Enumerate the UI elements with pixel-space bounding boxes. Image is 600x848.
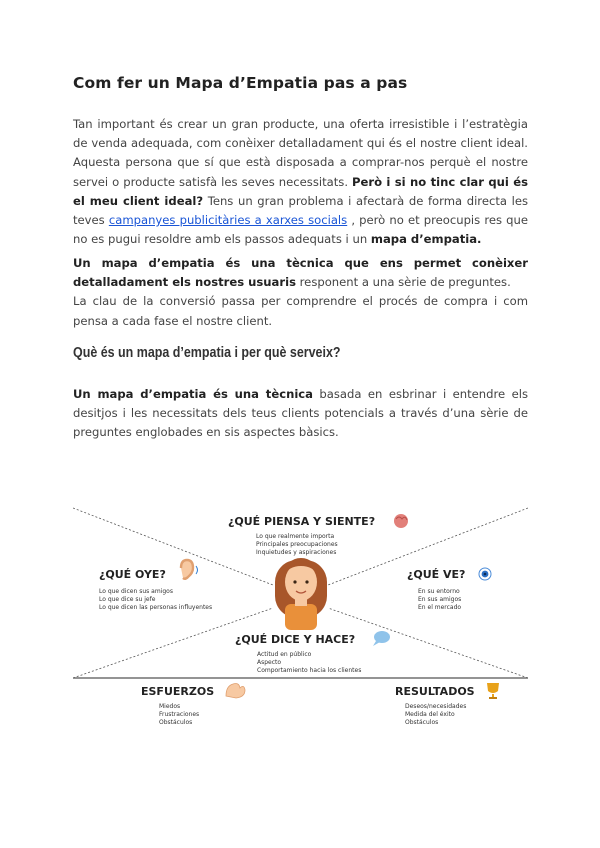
piensa-item-3: Inquietudes y aspiraciones	[256, 549, 337, 556]
intro-text-1: Tan important és crear un gran producte, una oferta irresistible i l’estratègia de venda adequada, com conèixer detalladament qui és el nostre client ideal. Aquesta persona que sí que està disposada a comprar-nos perquè el nostre servei o producte satisfà les seves necessitats.	[73, 117, 528, 189]
brain-icon	[394, 514, 408, 528]
empathy-map-diagram	[73, 500, 528, 730]
dice-item-3: Comportamiento hacia los clientes	[257, 667, 362, 674]
section-heading: Què és un mapa d’empatia i per què serveix?	[73, 345, 341, 361]
eye-icon	[479, 568, 491, 580]
dice-item-2: Aspecto	[257, 659, 282, 666]
ear-icon	[181, 560, 198, 579]
oye-title: ¿QUÉ OYE?	[99, 568, 166, 581]
intro-text-3: , però no et preocupis res que no es pugui resoldre amb els passos adequats i un	[73, 213, 528, 247]
esfuerzos-item-2: Frustraciones	[159, 711, 200, 718]
definition-paragraph	[73, 254, 528, 331]
oye-item-1: Lo que dicen sus amigos	[99, 588, 173, 595]
ve-item-1: En su entorno	[418, 588, 460, 595]
trophy-icon	[487, 683, 499, 699]
piensa-item-2: Principales preocupaciones	[256, 541, 338, 548]
ve-item-3: En el mercado	[418, 604, 462, 611]
dice-title: ¿QUÉ DICE Y HACE?	[235, 633, 356, 646]
resultados-item-2: Medida del éxito	[405, 711, 455, 718]
section-paragraph	[73, 385, 528, 443]
resultados-title: RESULTADOS	[395, 685, 475, 698]
piensa-title: ¿QUÉ PIENSA Y SIENTE?	[228, 515, 376, 528]
esfuerzos-title: ESFUERZOS	[141, 685, 215, 698]
avatar	[275, 558, 327, 630]
social-campaigns-link[interactable]: campanyes publicitàries a xarxes socials	[108, 213, 348, 228]
resultados-item-1: Deseos/necesidades	[405, 703, 467, 710]
ve-title: ¿QUÉ VE?	[407, 568, 466, 581]
page-title: Com fer un Mapa d’Empatia pas a pas	[73, 74, 408, 92]
section-text: basada en esbrinar i entendre els desitjos i les necessitats dels teus clients potencials a través d’una sèrie de preguntes englobades en sis aspectes bàsics.	[73, 387, 528, 440]
conversion-text: La clau de la conversió passa per comprendre el procés de compra i com pensa a cada fase el nostre client.	[73, 294, 528, 328]
dice-item-1: Actitud en público	[257, 651, 312, 658]
definition-text: responent a una sèrie de preguntes.	[295, 275, 511, 290]
muscle-icon	[226, 684, 245, 699]
oye-item-3: Lo que dicen las personas influyentes	[99, 604, 213, 611]
ve-item-2: En sus amigos	[418, 596, 462, 603]
intro-paragraph	[73, 115, 528, 249]
resultados-item-3: Obstáculos	[405, 719, 439, 726]
speech-icon	[373, 631, 390, 646]
intro-bold-question: Però i si no tinc clar qui és el meu client ideal?	[73, 174, 528, 208]
intro-text-2: Tens un gran problema i afectarà de forma directa les teves	[73, 193, 528, 228]
esfuerzos-item-3: Obstáculos	[159, 719, 193, 726]
intro-bold-map: mapa d’empatia.	[370, 232, 482, 247]
oye-item-2: Lo que dice su jefe	[99, 596, 156, 603]
definition-bold: Un mapa d’empatia és una tècnica que ens permet conèixer detalladament els nostres usuaris	[73, 256, 528, 290]
esfuerzos-item-1: Miedos	[159, 703, 181, 710]
piensa-item-1: Lo que realmente importa	[256, 533, 335, 540]
section-bold: Un mapa d’empatia és una tècnica	[73, 387, 313, 401]
